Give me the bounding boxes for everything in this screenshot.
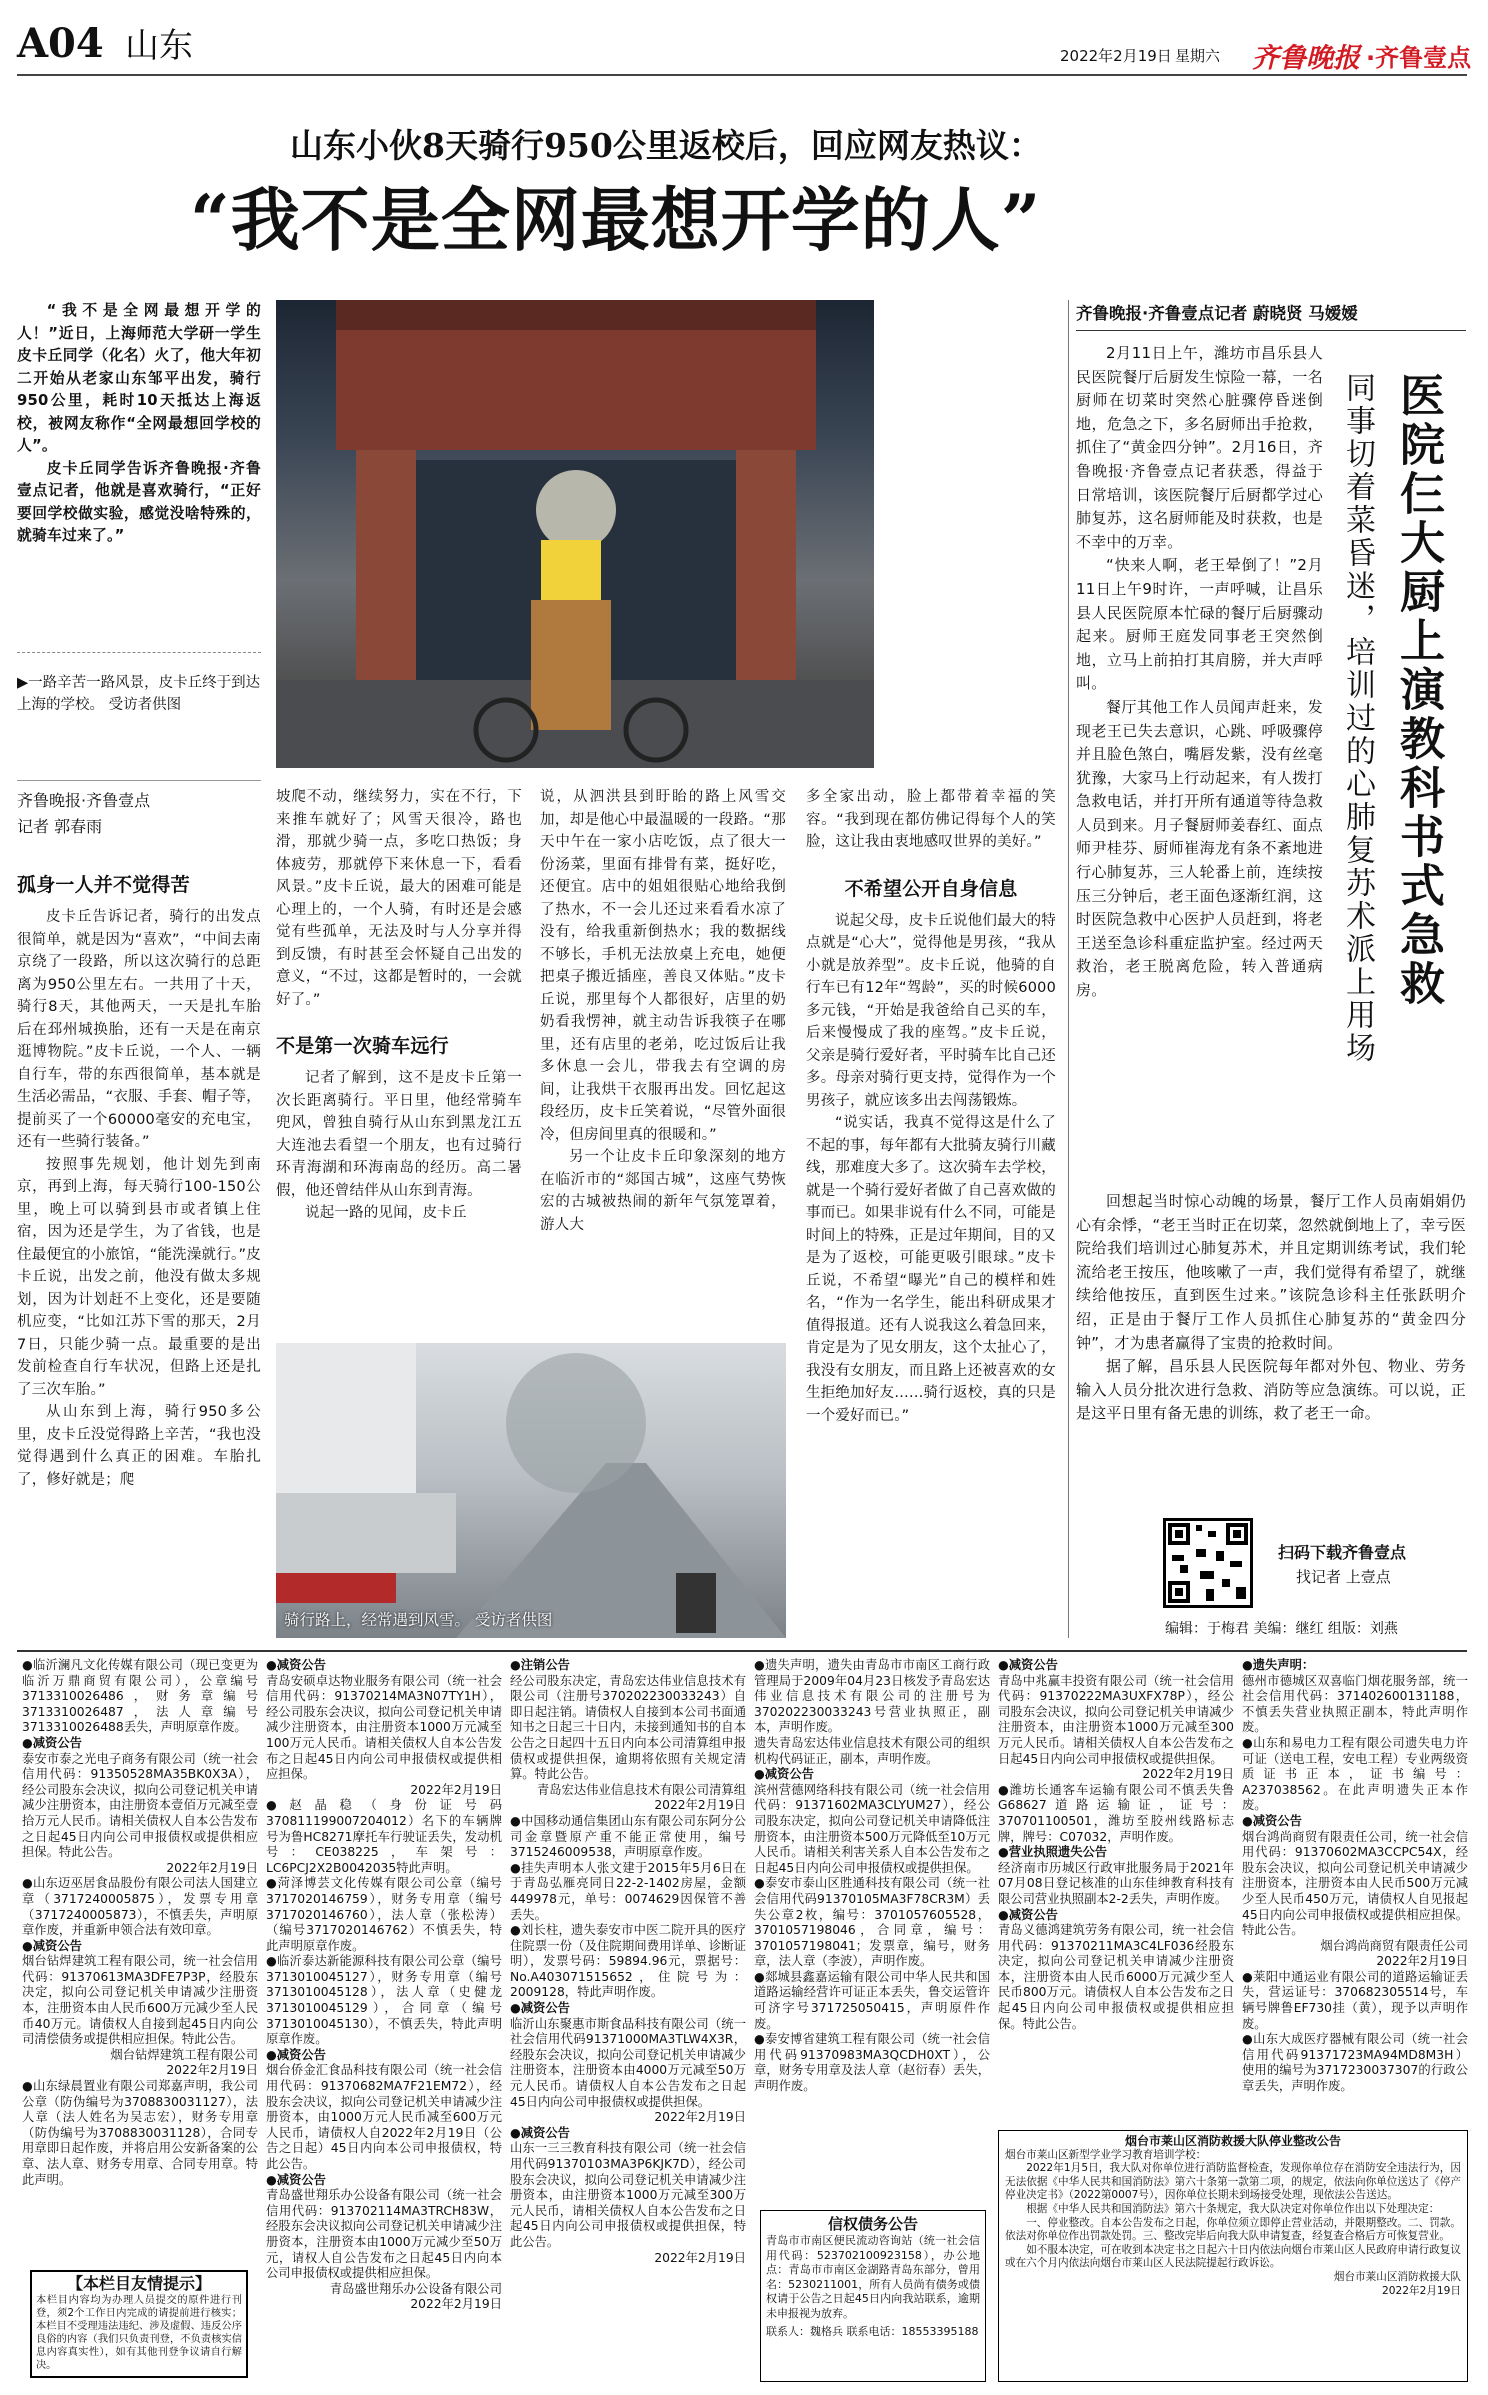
side-subtitle: 同事切着菜昏迷，培训过的心肺复苏术派上用场 <box>1340 372 1375 1065</box>
byline <box>17 788 261 840</box>
ad-item: 山东一三三教育科技有限公司（统一社会信用代码91370103MA3P6KJK7D），经公司股东会决议，拟向公司登记机关申请减少注册资本，由注册资本1000万元减至300万元人民币，请相关债权人自本公告发布之日起45日内向公司申报债权或提供担保，特此公告。 <box>510 2141 746 2249</box>
ad-heading: ●减资公告 <box>22 1938 82 1953</box>
body-paragraph: 多全家出动，脸上都带着幸福的笑容。“我到现在都仿佛记得每个人的笑脸，这让我由衷地感叹世界的美好。” <box>806 789 1056 850</box>
intro-paragraph: “我不是全网最想开学的人！”近日，上海师范大学研一学生皮卡丘同学（化名）火了，他大年初二开始从老家山东邹平出发，骑行950公里，耗时10天抵达上海返校，被网友称作“全网最想回学校的人”。 <box>17 302 261 454</box>
ads-rule <box>17 1650 1467 1652</box>
ads-column-2 <box>266 1658 502 2313</box>
ad-heading: ●营业执照遗失公告 <box>998 1845 1108 1860</box>
fire-notice-line: 一、停业整改。自本公告发布之日起，你单位须立即停止营业活动，并限期整改。二、罚款。依法对你单位作出罚款处罚。三、整改完毕后向我大队申请复查，经复查合格后方可恢复营业。 <box>1005 2216 1461 2243</box>
body-paragraph: 回想起当时惊心动魄的场景，餐厅工作人员南娟娟仍心有余悸，“老王当时正在切菜，忽然就倒地上了，幸亏医院给我们培训过心肺复苏术，并且定期训练考试，我们轮流给老王按压，他咳嗽了一声，我们觉得有希望了，就继续给他按压，直到医生过来。”该院急诊科主任张跃明介绍，正是由于餐厅工作人员抓住心肺复苏的“黄金四分钟”，才为患者赢得了宝贵的抢救时间。 <box>1076 1192 1466 1352</box>
ad-item: ●菏泽博芸文化传媒有限公司公章（编号3717020146759），财务专用章（编号3717020146760），法人章（张松涛）（编号3717020146762）不慎丢失，特此声明原章作废。 <box>266 1876 502 1953</box>
byline-org: 齐鲁晚报·齐鲁壹点 <box>17 791 151 810</box>
qr-label: 扫码下载齐鲁壹点 <box>1278 1543 1407 1562</box>
ads-column-1 <box>22 1658 258 2188</box>
editor-credits: 编辑：于梅君 美编：继红 组版：刘燕 <box>1165 1621 1398 1637</box>
photo-caption: ▶一路辛苦一路风景，皮卡丘终于到达上海的学校。 受访者供图 <box>17 675 261 713</box>
ad-date: 2022年2月19日 <box>166 2063 258 2078</box>
fire-notice-line: 烟台市莱山区新型学业学习教育培训学校： <box>1005 2148 1207 2161</box>
lead-intro <box>17 300 261 548</box>
ads-column-6 <box>1242 1658 1468 2095</box>
ad-item: ●莱阳中通运业有限公司的道路运输证丢失，营运证号：370682305514号，车辆号牌鲁EF730挂（黄），现予以声明作废。 <box>1242 1969 1468 2031</box>
paper-logo: 齐鲁晚报 <box>1252 43 1360 74</box>
body-paragraph: 记者了解到，这不是皮卡丘第一次长距离骑行。平日里，他经常骑车兜风，曾独自骑行从山东到黑龙江五大连池去看望一个朋友，也有过骑行环青海湖和环海南岛的经历。高二暑假，他还曾结伴从山东到青海。 <box>276 1070 522 1199</box>
divider <box>17 780 261 781</box>
qr-pattern <box>1166 1521 1250 1605</box>
side-column-wide <box>1076 1190 1466 1426</box>
ad-heading: ●减资公告 <box>754 1767 814 1782</box>
ad-heading: ●注销公告 <box>510 1658 570 1672</box>
ad-item: 青岛中兆赢丰投资有限公司（统一社会信用代码：91370222MA3UXFX78P），经公司股东会决议，拟向公司登记机关申请减少注册资本，由注册资本1000万元减至300万元人民币。请相关债权人自本公告发布之日起45日内向公司申报债权或提供担保。 <box>998 1673 1234 1766</box>
ad-item: ●山东大成医疗器械有限公司（统一社会信用代码91371723MA94MD8M3H）使用的编号为3717230037307的行政公章丢失，声明作废。 <box>1242 2032 1468 2094</box>
body-paragraph: 据了解，昌乐县人民医院每年都对外包、物业、劳务输入人员分批次进行急救、消防等应急演练。可以说，正是这平日里有备无患的训练，救了老王一命。 <box>1076 1357 1466 1423</box>
photo-illustration <box>276 300 874 768</box>
fire-notice-line: 根据《中华人民共和国消防法》第六十条规定，我大队决定对你单位作出以下处理决定： <box>1026 2202 1440 2215</box>
ads-column-5 <box>998 1658 1234 2032</box>
ad-company: 青岛宏达伟业信息技术有限公司清算组 <box>536 1782 746 1797</box>
ad-item: ●中国移动通信集团山东有限公司东阿分公司金章暨原产重不能正常使用，编号3715246009538，声明原章作废。 <box>510 1813 746 1860</box>
ads-column-3 <box>510 1658 746 2266</box>
ad-item: ●临沂泰达新能源科技有限公司公章（编号3713010045127），财务专用章（编号3713010045128），法人章（史健龙3713010045129），合同章（编号3713010045130），不慎丢失，特此声明原章作废。 <box>266 1954 502 2047</box>
header-rule <box>17 74 1467 76</box>
ad-item: ●山东迈巫居食品股份有限公司法人国建立章（3717240005875），发票专用章（3717240005873），不慎丢失，声明原章作废，并重新申领合法有效印章。 <box>22 1876 258 1938</box>
fire-notice-title: 烟台市莱山区消防救援大队停业整改公告 <box>1124 2134 1341 2148</box>
ad-heading: ●减资公告 <box>998 1907 1058 1922</box>
ad-item: ●泰安市泰山区胜通科技有限公司（统一社会信用代码91370105MA3F78CR3M）丢失公章2枚，编号：3701057605528，3701057198046，合同章，编号：3701057198041；发票章，编号，财务章，法人章（李波），声明作废。 <box>754 1876 990 1969</box>
body-paragraph: 另一个让皮卡丘印象深刻的地方在临沂市的“郯国古城”，这座气势恢宏的古城被热闹的新年气氛笼罩着，游人大 <box>540 1149 786 1233</box>
debt-notice-box <box>760 2210 986 2382</box>
section-name: 山东 <box>125 26 193 66</box>
ad-item: 泰安市泰之光电子商务有限公司（统一社会信用代码：91350528MA35BK0X3A），经公司股东会决议，拟向公司登记机关申请减少注册资本，由注册资本壹佰万元减至壹拾万元人民币。请相关债权人自本公告发布之日起45日内向公司申报债权或提供相应担保。特此公告。 <box>22 1751 258 1860</box>
ad-date: 2022年2月19日 <box>654 2250 746 2265</box>
ad-date: 2022年2月19日 <box>410 2297 502 2312</box>
ad-item: ●临沂澜凡文化传媒有限公司（现已变更为临沂万鼎商贸有限公司），公章编号3713310026486，财务章编号3713310026487，法人章编号3713310026488丢失，声明原章作废。 <box>22 1658 258 1735</box>
body-paragraph: 坡爬不动，继续努力，实在不行，下来推车就好了；风雪天很冷，路也滑，那就少骑一点，多吃口热饭；身体疲劳，那就停下来休息一下，看看风景。”皮卡丘说，最大的困难可能是心理上的，一个人骑，有时还是会感觉有些孤单，无法及时与人分享并得到反馈，有时甚至会怀疑自己出发的意义，“不过，这都是暂时的，一会就好了。” <box>276 789 522 1008</box>
divider <box>1076 330 1466 331</box>
lead-subtitle: 山东小伙8天骑行950公里返校后，回应网友热议： <box>290 126 1042 165</box>
ad-item: 德州市德城区双喜临门烟花服务部，统一社会信用代码：371402600131188，不慎丢失营业执照正副本，特此声明作废。 <box>1242 1673 1468 1735</box>
body-paragraph: 皮卡丘告诉记者，骑行的出发点很简单，就是因为“喜欢”，“中间去南京绕了一段路，所以这次骑行的总距离为950公里左右。一共用了十天，骑行8天，其他两天，一天是扎车胎后在邳州城换胎，还有一天是在南京逛博物院。”皮卡丘说，一个人、一辆自行车，带的东西很简单，基本就是生活必需品，“衣服、手套、帽子等，提前买了一个60000毫安的充电宝，还有一些骑行装备。” <box>17 909 261 1150</box>
page-number: A04 <box>17 20 104 67</box>
ad-heading: ●减资公告 <box>510 2125 570 2140</box>
ad-item: 青岛安硕卓达物业服务有限公司（统一社会信用代码：91370214MA3N07TY1H），经公司股东会决议，拟向公司登记机关申请减少注册资本，由注册资本1000万元减至100万元人民币。请相关债权人自本公告发布之日起45日内向公司申报债权或提供相应担保。 <box>266 1673 502 1782</box>
lead-title: “我不是全网最想开学的人” <box>190 180 1042 261</box>
ad-item: ●挂失声明本人张文建于2015年5月6日在于青岛弘雁亮同日22-2-1402房屋，金额449978元，单号：0074629因保管不善丢失。 <box>510 1860 746 1922</box>
ad-heading: ●遗失声明： <box>1242 1658 1315 1672</box>
section-heading: 不希望公开自身信息 <box>844 877 1018 900</box>
body-paragraph: 从山东到上海，骑行950多公里，皮卡丘没觉得路上辛苦，“我也没觉得遇到什么真正的困难。车胎扎了，修好就是；爬 <box>17 1404 261 1488</box>
ad-item: 滨州营德网络科技有限公司（统一社会信用代码：91371602MA3CLYUM27），经公司股东决定，拟向公司登记机关申请降低注册资本，由注册资本500万元降低至10万元人民币。请相关利害关系人自本公告发布之日起45日内向公司申报债权或提供担保。 <box>754 1782 990 1875</box>
ad-date: 2022年2月19日 <box>654 1798 746 1813</box>
fire-notice-sign: 烟台市莱山区消防救援大队 <box>1333 2270 1461 2283</box>
body-paragraph: “说实话，我真不觉得这是什么了不起的事，每年都有大批骑友骑行川藏线，那难度大多了。这次骑车去学校，就是一个骑行爱好者做了自己喜欢做的事而已。如果非说有什么不同，可能是时间上的特殊，正是过年期间，目的又是为了返校，可能更吸引眼球。”皮卡丘说，不希望“曝光”自己的模样和姓名，“作为一名学生，能出科研成果才值得报道。还有人说我这么着急回来，肯定是为了见女朋友，这个太扯心了，我没有女朋友，而且路上还被喜欢的女生拒绝加好友……骑行返校，真的只是一个爱好而已。” <box>806 1115 1056 1424</box>
ad-heading: ●减资公告 <box>266 2047 326 2062</box>
body-paragraph: 餐厅其他工作人员闻声赶来，发现老王已失去意识，心跳、呼吸骤停并且脸色煞白，嘴唇发紫，没有丝毫犹豫，大家马上行动起来，有人拨打急救电话，并打开所有通道等待急救人员到来。月子餐厨师姜春红、面点师尹桂芬、厨师崔海龙有条不紊地进行心肺复苏，三人轮番上前，连续按压三分钟后，老王面色逐渐红润，这时医院急救中心医护人员赶到，将老王送至急诊科重症监护室。经过两天救治，老王脱离危险，转入普通病房。 <box>1076 697 1323 1000</box>
ad-heading: ●减资公告 <box>998 1658 1058 1672</box>
ad-item: 烟台侨金汇食品科技有限公司（统一社会信用代码：91370682MA7F21EM72），经股东会决议，拟向公司登记机关申请减少注册资本，由1000万元人民币减至600万元人民币，请债权人自2022年2月19日（公告之日起）45日内向本公司申报债权，特此公告。 <box>266 2063 502 2171</box>
ad-item: ●潍坊长通客车运输有限公司不慎丢失鲁G68627道路运输证，证号：370701100501，潍坊至胶州线路标志牌，牌号：C07032，声明作废。 <box>998 1782 1234 1844</box>
fire-notice-date: 2022年2月19日 <box>1382 2284 1461 2297</box>
ad-heading: ●减资公告 <box>266 2172 326 2187</box>
body-paragraph: 按照事先规划，他计划先到南京，再到上海，每天骑行100-150公里，晚上可以骑到县市或者镇上住宿，因为还是学生，为了省钱，也是住最便宜的小旅馆，“能洗澡就行。”皮卡丘说，出发之前，他没有做太多规划，因为计划赶不上变化，还是要随机应变，“比如江苏下雪的那天，2月7日，只能少骑一点。最重要的是出发前检查自行车状况，但路上还是扎了三次车胎。” <box>17 1156 261 1398</box>
divider <box>17 652 261 653</box>
debt-notice-contact: 联系人：魏格兵 联系电话：18553395188 <box>766 2325 979 2338</box>
ad-date: 2022年2月19日 <box>410 1782 502 1797</box>
qr-sublabel: 找记者 上壹点 <box>1296 1568 1391 1586</box>
photo-caption: 骑行路上，经常遇到风雪。 受访者供图 <box>284 1611 553 1629</box>
ad-item: ●刘长柱，遗失泰安市中医二院开具的医疗住院票一份（及住院期间费用详单、诊断证明），发票号码：59894.96元，票据号：No.A403071515652，住院号为：2009128，特此声明作废。 <box>510 1923 746 2000</box>
photo-illustration <box>276 1343 786 1638</box>
section-heading: 不是第一次骑车远行 <box>276 1035 449 1057</box>
ad-item: 青岛盛世翔乐办公设备有限公司（统一社会信用代码：913702114MA3TRCH83W，经股东会决议拟向公司登记机关申请减少注册资本，注册资本由1000万元减少至50万元，请权人自公告发布之日起45日内向本公司申报债权或提供相应担保。 <box>266 2188 502 2281</box>
article-column-3 <box>540 786 786 1236</box>
issue-date: 2022年2月19日 <box>1060 47 1172 65</box>
ad-heading: ●减资公告 <box>1242 1813 1302 1828</box>
ad-item: 青岛义德鸿建筑劳务有限公司，统一社会信用代码：91370211MA3C4LF036经股东决定，拟向公司登记机关申请减少注册资本，注册资本由人民币6000万元减少至人民币800万元。请债权人自本公告发布之日起45日内向公司申报债权或提供相应担保。特此公告。 <box>998 1923 1234 2031</box>
notice-box <box>30 2270 248 2378</box>
side-title: 医院仨大厨上演教科书式急救 <box>1392 372 1445 1009</box>
debt-notice-text: 青岛市市南区便民流动咨询站（统一社会信用代码：523702100923158），办公地点：青岛市市南区金湖路青岛东部分，曾用名：5230211001，所有人员尚有债务或债权请于公告之日起45日内向我站联系，逾期未申报视为放弃。 <box>766 2234 980 2320</box>
side-column-narrow <box>1076 342 1323 1003</box>
body-paragraph: 说起父母，皮卡丘说他们最大的特点就是“心大”，觉得他是男孩，“我从小就是放养型”。皮卡丘说，他骑的自行车已有12年“驾龄”，买的时候6000多元钱，“开始是我爸给自己买的车，后来慢慢成了我的座驾。”皮卡丘说，父亲是骑行爱好者，平时骑车比自己还多。母亲对骑行更支持，觉得作为一个男孩子，就应该多出去闯荡锻炼。 <box>806 912 1056 1109</box>
qr-code[interactable] <box>1163 1518 1253 1608</box>
ad-item: 经济南市历城区行政审批服务局于2021年07月08日登记核准的山东佳绅教育科技有限公司营业执照副本2-2丢失，声明作废。 <box>998 1860 1234 1906</box>
ad-item: ●赵晶稳（身份证号码370811199007204012）名下的车辆牌号为鲁HC8271摩托车行驶证丢失，发动机号：CE038225，车架号：LC6PCJ2X2B0042035特此声明。 <box>266 1798 502 1875</box>
ad-heading: ●减资公告 <box>510 2001 570 2016</box>
ad-item: 经公司股东决定，青岛宏达伟业信息技术有限公司（注册号370202230033243）自即日起注销。请债权人自接到本公司书面通知书之日起三十日内，未接到通知书的自本公告之日起四十五日内向本公司清算组申报债权或提供担保，逾期将依照有关规定清算。特此公告。 <box>510 1673 746 1782</box>
brand-logo: ·齐鲁壹点 <box>1366 44 1472 72</box>
ad-item: ●山东绿晨置业有限公司郑嘉声明，我公司公章（防伪编号为3708830031127），法人章（法人姓名为吴志宏），财务专用章（防伪编号为3708830031128），合同专用章即日起作废，并将启用公安新备案的公章、法人章、财务专用章、合同专用章。特此声明。 <box>22 2079 258 2187</box>
photo-cyclist-gate <box>276 300 874 768</box>
ad-date: 2022年2月19日 <box>1142 1767 1234 1782</box>
debt-notice-title: 信权债务公告 <box>827 2215 918 2233</box>
ad-company: 烟台钻焊建筑工程有限公司 <box>110 2047 258 2062</box>
ad-company: 青岛盛世翔乐办公设备有限公司 <box>329 2281 502 2296</box>
ad-date: 2022年2月19日 <box>1376 1954 1468 1969</box>
ad-item: ●郯城县鑫嘉运输有限公司中华人民共和国道路运输经营许可证正本丢失，鲁交运管许可济字号371725050415，声明原件作废。 <box>754 1969 990 2031</box>
side-byline: 齐鲁晚报·齐鲁壹点记者 蔚晓贤 马嫒嫒 <box>1076 304 1358 323</box>
intro-paragraph: 皮卡丘同学告诉齐鲁晚报·齐鲁壹点记者，他就是喜欢骑行，“正好要回学校做实验，感觉没啥特殊的，就骑车过来了。” <box>17 459 261 544</box>
ad-item: ●遗失声明，遗失由青岛市市南区工商行政管理局于2009年04月23日核发予青岛宏达伟业信息技术有限公司的注册号为370202230033243号营业执照正，副本，声明作废。 <box>754 1658 990 1735</box>
notice-box-title: 【本栏目友情提示】 <box>66 2274 211 2293</box>
ad-item: ●泰安博省建筑工程有限公司（统一社会信用代码91370983MA3QCDH0XT），公章，财务专用章及法人章（赵衍春）丢失，声明作废。 <box>754 2032 990 2094</box>
page-header <box>0 0 1488 72</box>
ad-item: 烟台鸿尚商贸有限责任公司，统一社会信用代码：91370602MA3CCPC54X，经股东会决议，拟向公司登记机关申请减少注册资本，注册资本由人民币500万元减少至人民币450万元，请债权人自见报起45日内向公司申报债权或提供相应担保。特此公告。 <box>1242 1829 1468 1938</box>
fire-notice-line: 如不服本决定，可在收到本决定书之日起六十日内依法向烟台市莱山区人民政府申请行政复议或在六个月内依法向烟台市莱山区人民法院提起行政诉讼。 <box>1005 2243 1461 2270</box>
article-column-4 <box>806 786 1056 1427</box>
ad-item: 遗失青岛宏达伟业信息技术有限公司的组织机构代码证正，副本，声明作废。 <box>754 1735 990 1766</box>
ad-heading: ●减资公告 <box>266 1658 326 1672</box>
fire-notice-box <box>998 2130 1468 2382</box>
byline-reporter: 记者 郭春雨 <box>17 817 103 836</box>
body-paragraph: “快来人啊，老王晕倒了！”2月11日上午9时许，一声呼喊，让昌乐县人民医院原本忙碌的餐厅后厨骤动起来。厨师王庭发同事老王突然倒地，立马上前拍打其肩膀，并大声呼叫。 <box>1076 556 1323 693</box>
issue-weekday: 星期六 <box>1175 47 1221 65</box>
ad-company: 烟台鸿尚商贸有限责任公司 <box>1320 1938 1468 1953</box>
section-heading: 孤身一人并不觉得苦 <box>17 874 190 896</box>
ads-column-4 <box>754 1658 990 2095</box>
ad-item: 烟台钻焊建筑工程有限公司，统一社会信用代码：91370613MA3DFE7P3P，经股东决定，拟向公司登记机关申请减少注册资本，注册资本由人民币600万元减少至人民币40万元。请债权人自接到起45日内向公司清偿债务或提供相应担保。特此公告。 <box>22 1954 258 2047</box>
body-paragraph: 说起一路的见闻，皮卡丘 <box>305 1205 467 1221</box>
body-paragraph: 说，从泗洪县到盱眙的路上风雪交加，却是他心中最温暖的一段路。“那天中午在一家小店吃饭，点了很大一份汤菜，里面有排骨有菜，挺好吃，还便宜。店中的姐姐很贴心地给我倒了热水，不一会儿还过来看看水凉了没有，给我重新倒热水；我的数据线不够长，手机无法放桌上充电，她便把桌子搬近插座，善良又体贴。”皮卡丘说，那里每个人都很好，店里的奶奶看我愣神，就主动告诉我筷子在哪里，还有店里的老弟，吃过饭后让我多休息一会儿，带我去有空调的房间，让我烘干衣服再出发。回忆起这段经历，皮卡丘笑着说，“尽管外面很冷，但房间里真的很暖和。” <box>540 789 786 1143</box>
ad-item: ●山东和易电力工程有限公司遗失电力许可证（送电工程，安电工程）专业两级资质证书正本，证书编号：A237038562。在此声明遗失正本作废。 <box>1242 1735 1468 1813</box>
article-column-2 <box>276 786 522 1225</box>
ad-date: 2022年2月19日 <box>654 2110 746 2125</box>
photo-snowy-road <box>276 1343 786 1638</box>
column-rule <box>1068 300 1069 1638</box>
article-column-1 <box>17 860 261 1491</box>
ad-date: 2022年2月19日 <box>166 1860 258 1875</box>
ad-item: 临沂山东聚惠市斯食品科技有限公司（统一社会信用代码91371000MA3TLW4X3R，经股东会决议，拟向公司登记机关申请减少注册资本，注册资本由4000万元减至50万元人民币。请债权人自本公告发布之日起45日内向公司申报债权或提供担保。 <box>510 2016 746 2109</box>
body-paragraph: 2月11日上午，潍坊市昌乐县人民医院餐厅后厨发生惊险一幕，一名厨师在切菜时突然心脏骤停昏迷倒地，危急之下，多名厨师出手抢救，抓住了“黄金四分钟”。2月16日，齐鲁晚报·齐鲁壹点记者获悉，得益于日常培训，该医院餐厅后厨都学过心肺复苏，这名厨师能及时获救，也是不幸中的万幸。 <box>1076 344 1323 551</box>
notice-box-text: 本栏目内容均为办理人员提交的原件进行刊登，须2个工作日内完成的请提前进行核实；本栏目不受理违法违纪、涉及虚假、违反公序良俗的内容（我们只负责刊登，不负责核实信息内容真实性），如有其他刊登争议请自行解决。 <box>36 2295 242 2371</box>
fire-notice-line: 2022年1月5日，我大队对你单位进行消防监督检查，发现你单位存在消防安全违法行为，因无法依据《中华人民共和国消防法》第六十条第一款第二项，的规定，依法向你单位送达了《停产停业决定书》（2022第0007号），因你单位长期未到场接受处理，现依法公告送达。 <box>1005 2162 1461 2202</box>
ad-heading: ●减资公告 <box>22 1735 82 1750</box>
